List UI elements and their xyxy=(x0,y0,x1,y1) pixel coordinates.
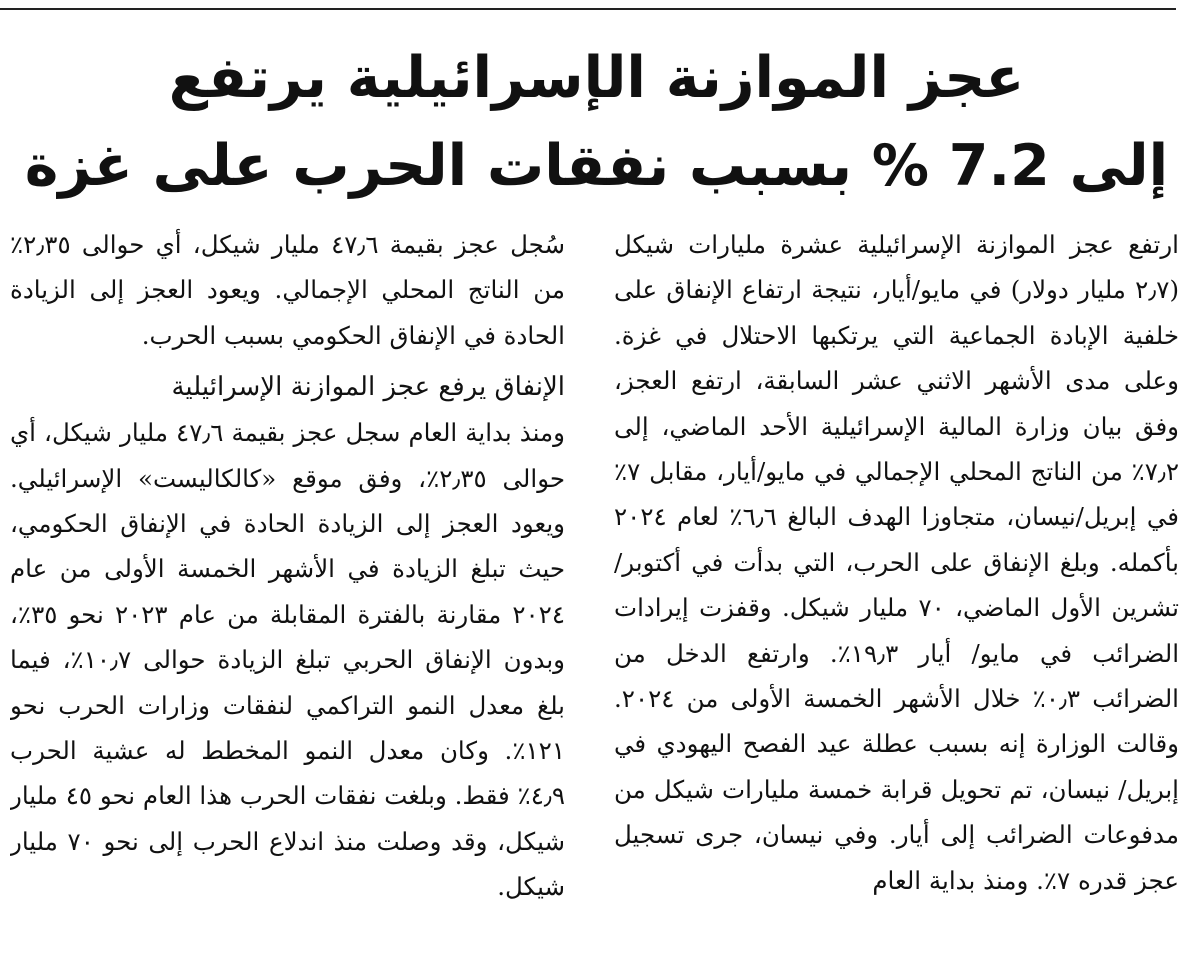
headline xyxy=(24,34,1169,210)
article-paragraph: ارتفع عجز الموازنة الإسرائيلية عشرة مليارات شيكل (٢٫٧ مليار دولار) في مايو/أيار، نتيجة ارتفاع الإنفاق على خلفية الإبادة الجماعية التي يرتكبها الاحتلال في غزة. وعلى مدى الأشهر الاثني عشر السابقة، ارتفع العجز، وفق بيان وزارة المالية الإسرائيلية الأحد الماضي، إلى ٧٫٢٪ من الناتج المحلي الإجمالي في مايو/أيار، مقابل ٧٪ في إبريل/نيسان، متجاوزا الهدف البالغ ٦٫٦٪ لعام ٢٠٢٤ بأكمله. وبلغ الإنفاق على الحرب، التي بدأت في أكتوبر/تشرين الأول الماضي، ٧٠ مليار شيكل. وقفزت إيرادات الضرائب في مايو/ أيار ١٩٫٣٪. وارتفع الدخل من الضرائب ٠٫٣٪ خلال الأشهر الخمسة الأولى من ٢٠٢٤. وقالت الوزارة إنه بسبب عطلة عيد الفصح اليهودي في إبريل/ نيسان، تم تحويل قرابة خمسة مليارات شيكل من مدفوعات الضرائب إلى أيار. وفي نيسان، جرى تسجيل عجز قدره ٧٪. ومنذ بداية العام xyxy=(614,230,1179,895)
article-column-right xyxy=(614,222,1179,964)
article-body-paragraph: ومنذ بداية العام سجل عجز بقيمة ٤٧٫٦ مليار شيكل، أي حوالى ٢٫٣٥٪، وفق موقع «كالكاليست» الإسرائيلي. ويعود العجز إلى الزيادة الحادة في الإنفاق الحكومي، حيث تبلغ الزيادة في الأشهر الخمسة الأولى من عام ٢٠٢٤ مقارنة بالفترة المقابلة من عام ٢٠٢٣ نحو ٣٥٪، وبدون الإنفاق الحربي تبلغ الزيادة حوالى ١٠٫٧٪، فيما بلغ معدل النمو التراكمي لنفقات وزارات الحرب نحو ١٢١٪. وكان معدل النمو المخطط له عشية الحرب ٤٫٩٪ فقط. وبلغت نفقات الحرب هذا العام نحو ٤٥ مليار شيكل، وقد وصلت منذ اندلاع الحرب إلى نحو ٧٠ مليار شيكل. xyxy=(10,418,565,902)
article-intro-paragraph: سُجل عجز بقيمة ٤٧٫٦ مليار شيكل، أي حوالى ٢٫٣٥٪ من الناتج المحلي الإجمالي. ويعود العجز إلى الزيادة الحادة في الإنفاق الحكومي بسبب الحرب. xyxy=(10,230,565,350)
top-rule-divider xyxy=(0,8,1176,10)
headline-line-1: عجز الموازنة الإسرائيلية يرتفع xyxy=(168,45,1025,111)
headline-line-2: إلى 7.2 % بسبب نفقات الحرب على غزة xyxy=(24,133,1169,199)
article-column-left xyxy=(10,222,565,964)
section-subheading: الإنفاق يرفع عجز الموازنة الإسرائيلية xyxy=(171,372,565,403)
